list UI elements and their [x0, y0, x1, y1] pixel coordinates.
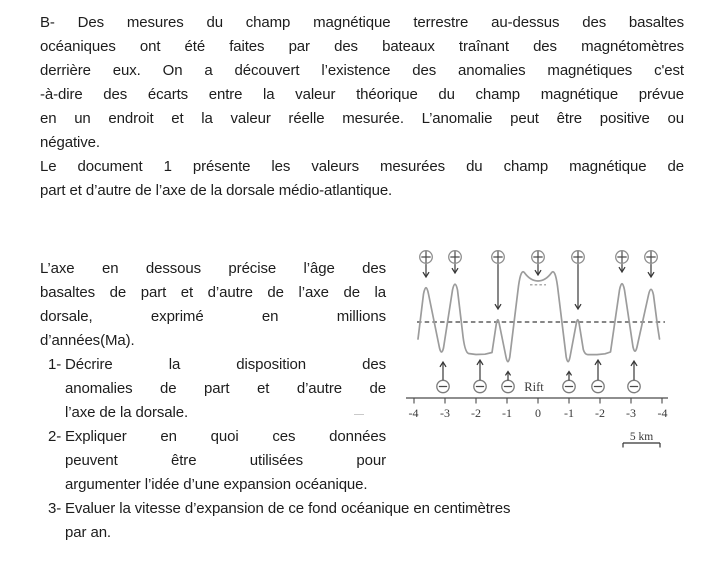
tick-label: -2	[595, 406, 605, 420]
tick-label: -3	[440, 406, 450, 420]
intro-line: -à-dire des écarts entre la valeur théorique du champ magnétique prévue	[40, 86, 684, 103]
minus-polarity-icon	[502, 380, 514, 392]
tick-label: 0	[535, 406, 541, 420]
tick-label: -2	[471, 406, 481, 420]
intro-line: Le document 1 présente les valeurs mesurées du champ magnétique de	[40, 158, 684, 175]
left-col-line: dorsale, exprimé en millions	[40, 308, 386, 325]
anomaly-curve	[418, 272, 660, 362]
plus-polarity-icon	[616, 251, 629, 264]
left-col-line: d’années(Ma).	[40, 332, 135, 349]
intro-line: océaniques ont été faites par des bateaux traînant des magnétomètres	[40, 38, 684, 55]
magnetic-anomaly-diagram	[394, 236, 720, 454]
plus-polarity-icon	[645, 251, 658, 264]
rift-label: Rift	[524, 380, 544, 394]
intro-line: part et d’autre de l’axe de la dorsale médio-atlantique.	[40, 182, 393, 199]
plus-polarity-icon	[532, 251, 545, 264]
question-1-line: l’axe de la dorsale.	[65, 404, 189, 421]
plus-polarity-icon	[492, 251, 505, 264]
left-col-line: L’axe en dessous précise l’âge des	[40, 260, 386, 277]
plus-polarity-icon	[420, 251, 433, 264]
left-col-line: basaltes de part et d’autre de l’axe de la	[40, 284, 386, 301]
plus-polarity-icon	[572, 251, 585, 264]
intro-line: B- Des mesures du champ magnétique terrestre au-dessus des basaltes	[40, 14, 684, 31]
tick-label: -1	[502, 406, 512, 420]
question-2-line: 2- Expliquer en quoi ces données	[40, 425, 386, 449]
questions-column	[40, 257, 511, 545]
intro-paragraph	[40, 11, 684, 203]
question-3-line: 3- Evaluer la vitesse d’expansion de ce fond océanique en centimètres	[40, 497, 386, 521]
intro-line: derrière eux. On a découvert l’existence des anomalies magnétiques c'est	[40, 62, 684, 79]
question-2-marker: 2-	[48, 428, 62, 445]
up-arrows	[440, 360, 637, 380]
age-axis	[406, 398, 668, 404]
minus-polarity-icon	[592, 380, 604, 392]
scan-artifact-dash	[354, 414, 364, 415]
question-3-marker: 3-	[48, 500, 62, 517]
tick-label: -3	[626, 406, 636, 420]
intro-line: négative.	[40, 134, 100, 151]
minus-polarity-icon	[474, 380, 486, 392]
question-1-line: 1- Décrire la disposition des	[40, 353, 386, 377]
tick-label: -4	[408, 406, 419, 420]
age-axis-labels	[409, 406, 668, 420]
question-1-marker: 1-	[48, 356, 62, 373]
down-arrows	[423, 265, 654, 310]
plus-polarity-icons	[420, 251, 658, 264]
question-2-line: peuvent être utilisées pour	[65, 452, 386, 469]
question-1-line: anomalies de part et d’autre de	[65, 380, 386, 397]
plus-polarity-icon	[449, 251, 462, 264]
tick-label: -1	[564, 406, 574, 420]
scale-bar-label: 5 km	[629, 431, 654, 443]
minus-polarity-icon	[563, 380, 575, 392]
intro-line: en un endroit et la valeur réelle mesurée. L’anomalie peut être positive ou	[40, 110, 684, 127]
question-3-line: par an.	[65, 524, 111, 541]
question-2-line: argumenter l’idée d’une expansion océanique.	[65, 476, 368, 493]
minus-polarity-icon	[628, 380, 640, 392]
minus-polarity-icon	[437, 380, 449, 392]
scale-bar	[623, 431, 660, 448]
tick-label: -4	[657, 406, 668, 420]
